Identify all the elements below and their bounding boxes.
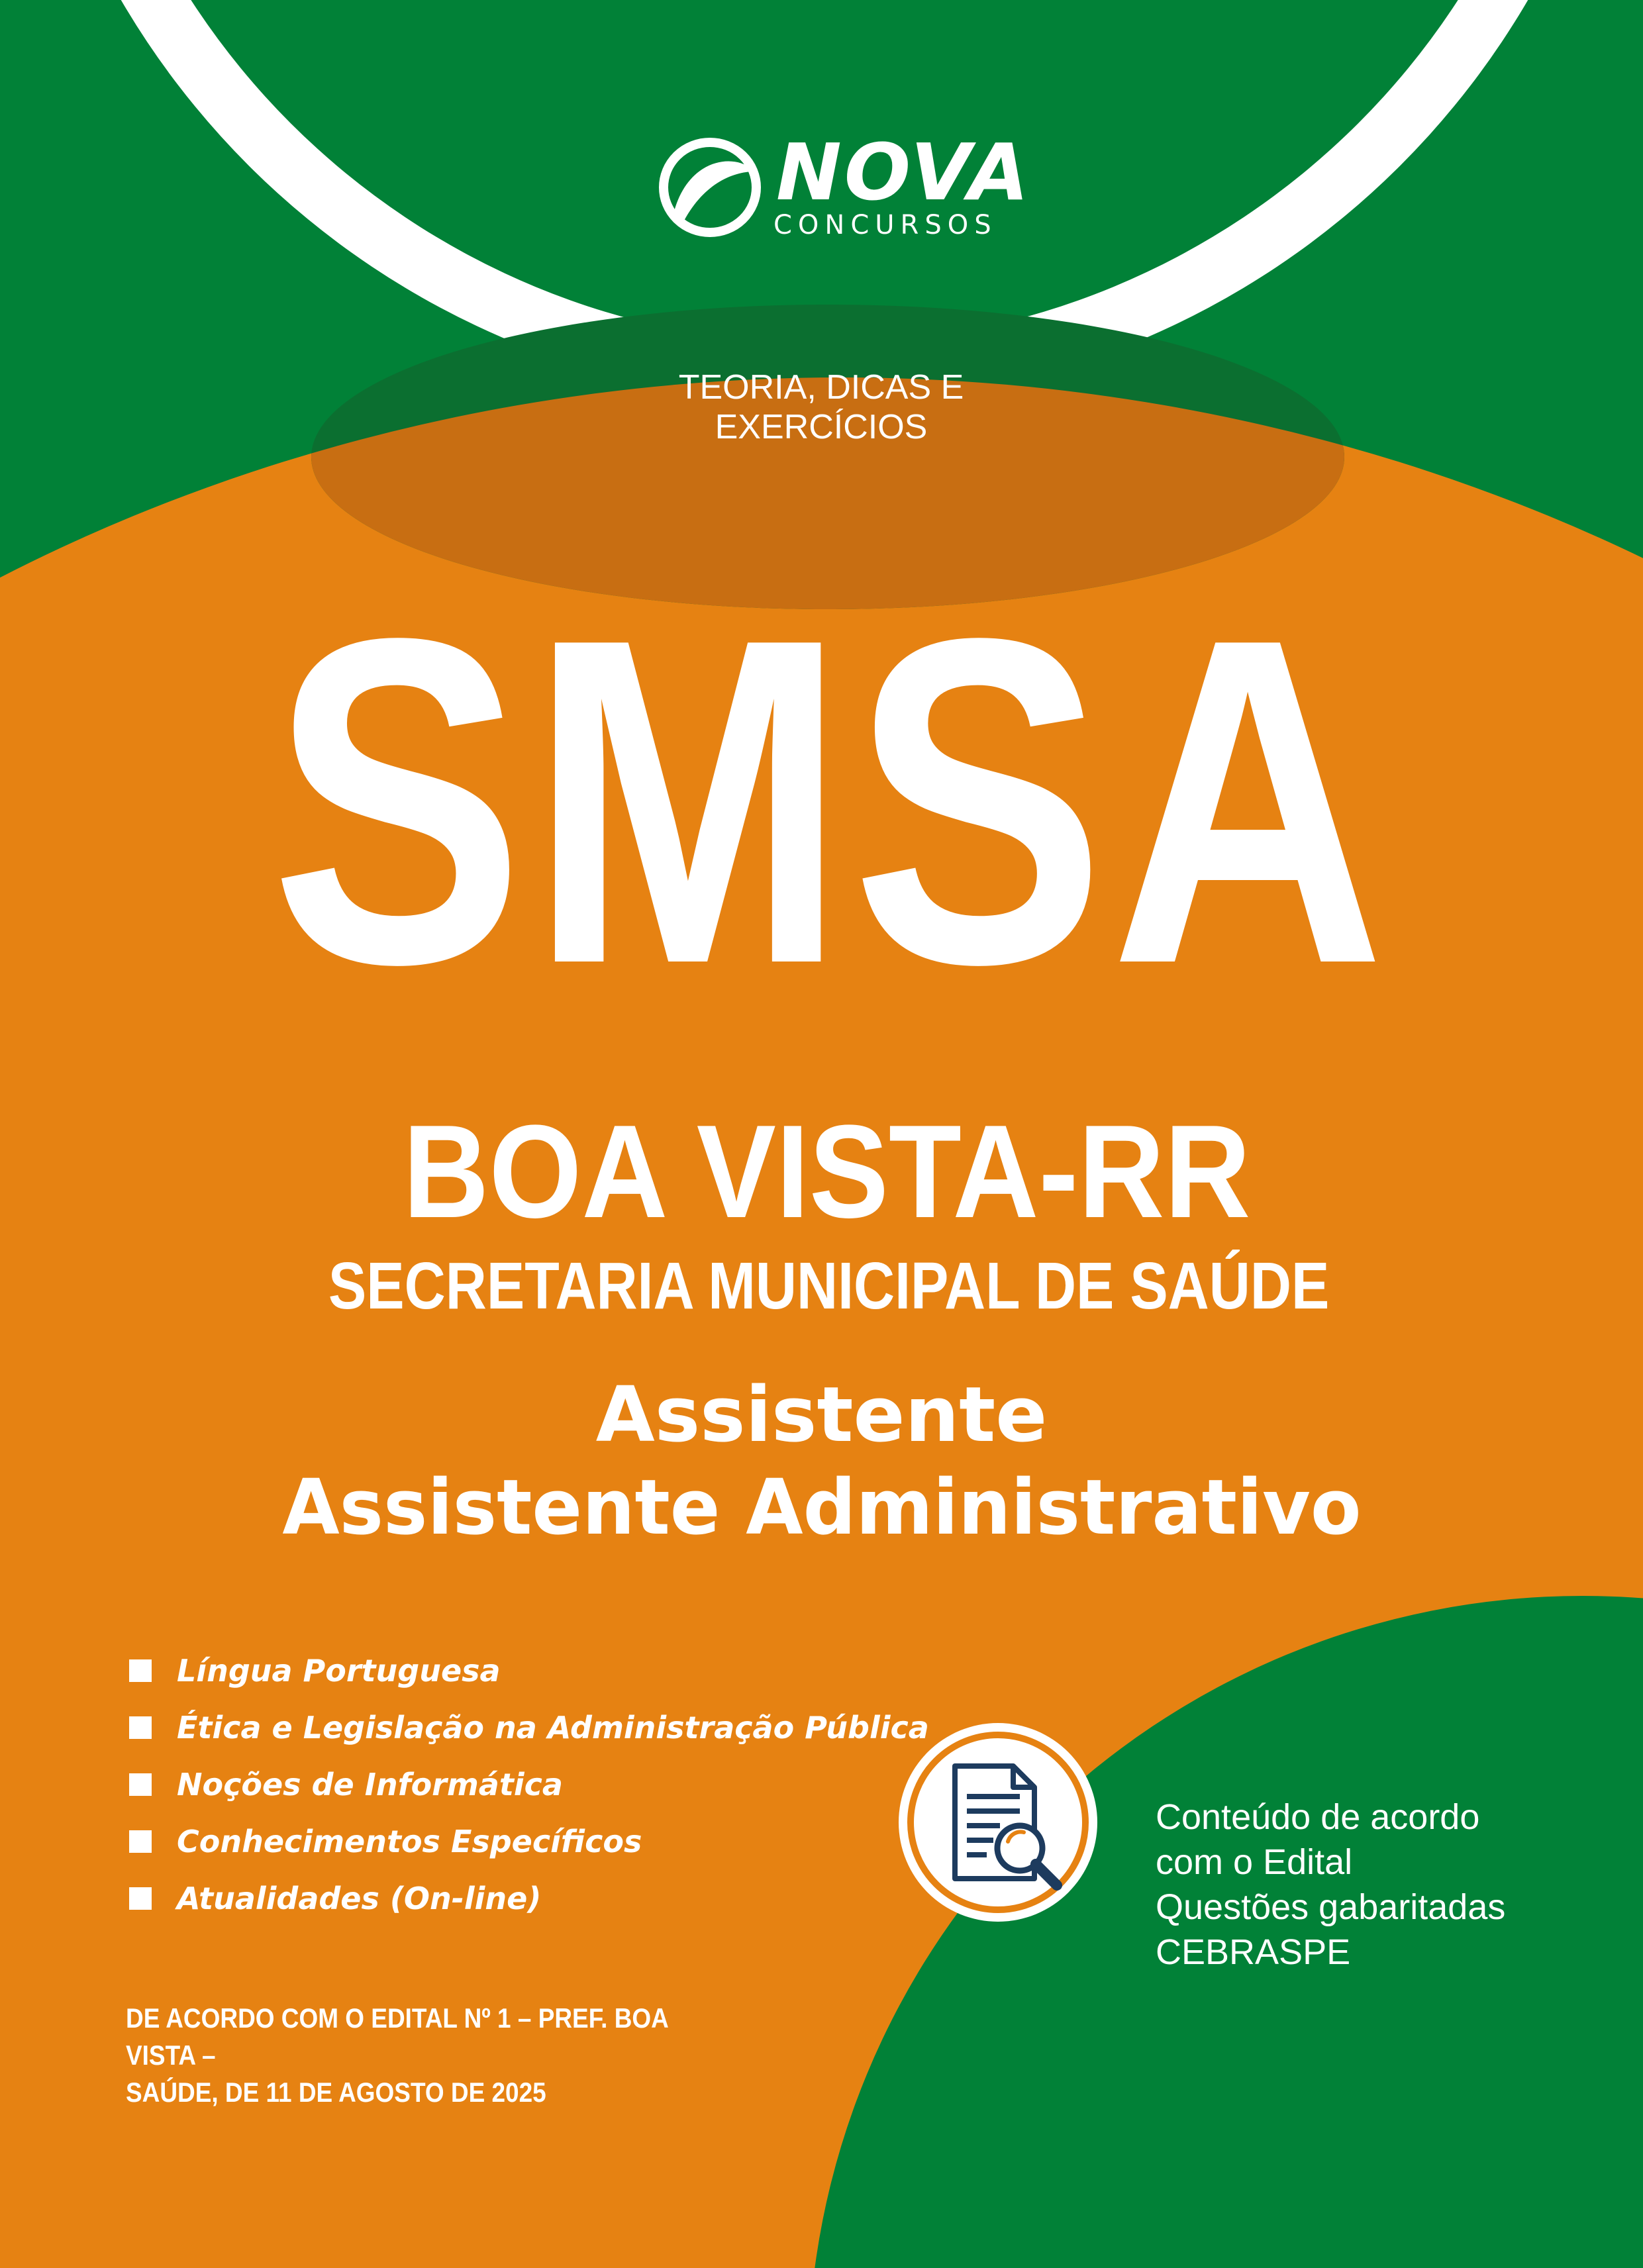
subject-item <box>129 1870 929 1927</box>
bullet-square-icon <box>129 1716 152 1739</box>
bullet-square-icon <box>129 1830 152 1853</box>
subject-label: Atualidades (On-line) <box>177 1881 542 1916</box>
logo-wordmark: NOVA <box>776 126 1032 218</box>
subject-label: Noções de Informática <box>177 1767 563 1802</box>
info-line-2: com o Edital <box>1156 1842 1353 1882</box>
tagline-line-1: TEORIA, DICAS E <box>678 368 964 407</box>
info-line-4: CEBRASPE <box>1156 1932 1351 1972</box>
edital-note <box>126 2000 732 2111</box>
subject-item <box>129 1756 929 1813</box>
subject-list <box>129 1642 929 1927</box>
nova-leaf-logo-icon <box>656 132 765 241</box>
subject-label: Conhecimentos Específicos <box>177 1824 642 1859</box>
role-title-1: Assistente <box>595 1371 1048 1459</box>
title-organization: SECRETARIA MUNICIPAL DE SAÚDE <box>328 1249 1330 1323</box>
document-search-icon <box>894 1718 1103 1927</box>
bullet-square-icon <box>129 1887 152 1910</box>
title-city: BOA VISTA-RR <box>403 1098 1251 1246</box>
nova-concursos-logo <box>656 126 1032 245</box>
info-box <box>1156 1795 1553 1975</box>
info-line-1: Conteúdo de acordo <box>1156 1797 1480 1837</box>
edital-line-2: SAÚDE, DE 11 DE AGOSTO DE 2025 <box>126 2077 546 2108</box>
subject-item <box>129 1642 929 1699</box>
edital-line-1: DE ACORDO COM O EDITAL Nº 1 – PREF. BOA VISTA – <box>126 2002 668 2071</box>
subject-label: Ética e Legislação na Administração Pública <box>177 1710 929 1746</box>
subject-item <box>129 1699 929 1756</box>
role-title-2: Assistente Administrativo <box>282 1463 1362 1552</box>
info-line-3: Questões gabaritadas <box>1156 1887 1506 1927</box>
subject-label: Língua Portuguesa <box>177 1653 501 1689</box>
tagline <box>622 368 1020 447</box>
bullet-square-icon <box>129 1773 152 1796</box>
title-acronym: SMSA <box>270 542 1391 1060</box>
subject-item <box>129 1813 929 1870</box>
bullet-square-icon <box>129 1659 152 1682</box>
tagline-line-2: EXERCÍCIOS <box>715 408 928 446</box>
logo-subtitle: CONCURSOS <box>773 210 997 240</box>
